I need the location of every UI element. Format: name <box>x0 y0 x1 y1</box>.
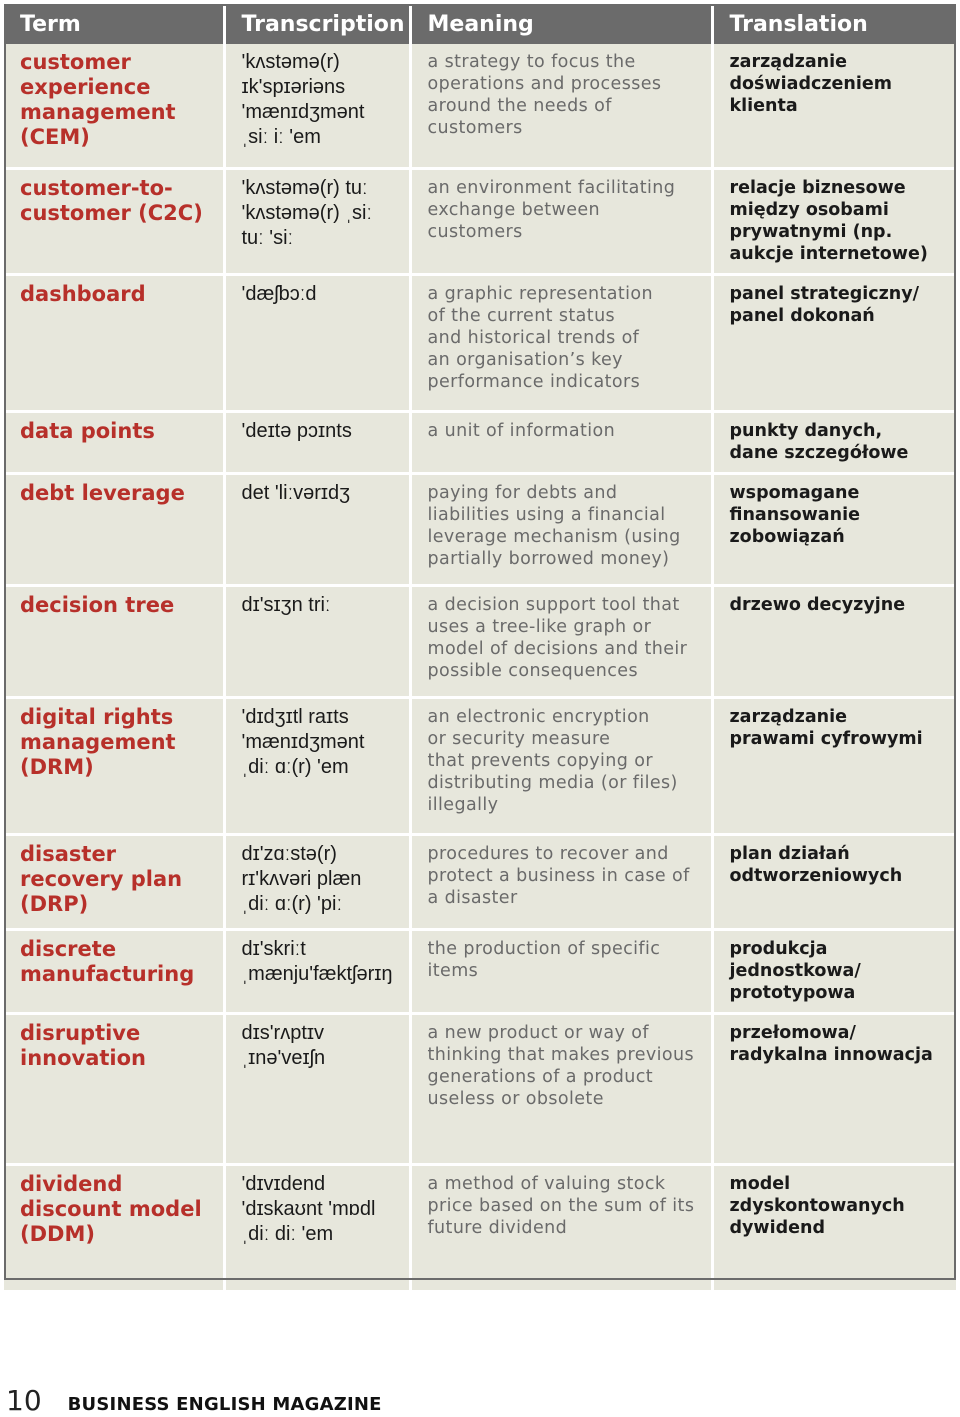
translation-line: jednostkowa/ <box>729 960 861 981</box>
translation-line: aukcje internetowe) <box>729 243 928 264</box>
translation-cell <box>712 1164 956 1291</box>
transcription-line: rɪ'kʌvəri plæn <box>241 867 362 890</box>
term-cell <box>4 44 224 168</box>
term-line: (CEM) <box>20 125 90 149</box>
header-row <box>4 4 956 44</box>
glossary-row <box>4 1013 956 1164</box>
term-cell <box>4 411 224 473</box>
glossary-body <box>4 44 956 1291</box>
meaning-line: uses a tree-like graph or <box>427 616 652 637</box>
meaning-line: partially borrowed money) <box>427 548 670 569</box>
transcription-line: tuː 'siː <box>241 226 294 249</box>
translation-line: finansowanie <box>729 504 860 525</box>
meaning-cell <box>410 585 712 697</box>
glossary-row <box>4 1164 956 1291</box>
translation-line: klienta <box>729 96 798 116</box>
meaning-line: a decision support tool that <box>427 594 680 615</box>
transcription-line: 'dɪskaʊnt 'mɒdl <box>241 1197 376 1220</box>
meaning-line: a unit of information <box>427 420 616 441</box>
term-line: debt leverage <box>20 480 185 505</box>
header-meaning: Meaning <box>410 4 712 44</box>
header-term: Term <box>4 4 224 44</box>
translation-cell <box>712 834 956 929</box>
meaning-cell <box>410 1164 712 1291</box>
term-line: (DDM) <box>20 1221 95 1246</box>
meaning-line: procedures to recover and <box>427 843 669 864</box>
transcription-line: 'kʌstəmə(r) <box>241 51 340 73</box>
meaning-line: liabilities using a financial <box>427 504 666 525</box>
meaning-line: paying for debts and <box>427 482 618 503</box>
meaning-line: a graphic representation <box>427 283 654 304</box>
meaning-line: operations and processes <box>427 74 662 94</box>
term-line: disaster <box>20 841 117 866</box>
translation-line: relacje biznesowe <box>729 177 906 198</box>
transcription-line: ˌsiː iː 'em <box>241 126 321 148</box>
transcription-line: ˌdiː diː 'em <box>241 1222 334 1245</box>
term-cell <box>4 929 224 1013</box>
meaning-line: leverage mechanism (using <box>427 526 681 547</box>
term-line: management <box>20 729 176 754</box>
meaning-line: thinking that makes previous <box>427 1044 695 1065</box>
meaning-line: a strategy to focus the <box>427 52 636 72</box>
translation-cell <box>712 44 956 168</box>
translation-cell <box>712 929 956 1013</box>
glossary-row <box>4 585 956 697</box>
translation-line: prototypowa <box>729 982 856 1003</box>
glossary-row <box>4 834 956 929</box>
meaning-line: distributing media (or files) <box>427 772 678 793</box>
term-line: innovation <box>20 1045 146 1070</box>
translation-line: zdyskontowanych <box>729 1195 905 1216</box>
transcription-cell <box>224 274 410 411</box>
meaning-line: possible consequences <box>427 660 638 681</box>
translation-line: model <box>729 1173 791 1194</box>
transcription-line: ˌmænju'fæktʃərɪŋ <box>241 962 393 985</box>
term-line: experience <box>20 75 151 99</box>
translation-line: zobowiązań <box>729 526 845 547</box>
meaning-line: a new product or way of <box>427 1022 649 1043</box>
translation-line: panel strategiczny/ <box>729 283 920 304</box>
translation-cell <box>712 411 956 473</box>
transcription-cell <box>224 473 410 585</box>
term-cell <box>4 1013 224 1164</box>
translation-line: plan działań <box>729 843 850 864</box>
term-cell <box>4 1164 224 1291</box>
term-line: recovery plan <box>20 866 183 891</box>
meaning-line: model of decisions and their <box>427 638 688 659</box>
meaning-line: customers <box>427 118 523 138</box>
transcription-line: ˌdiː ɑː(r) 'piː <box>241 892 342 915</box>
meaning-line: price based on the sum of its <box>427 1195 695 1216</box>
translation-cell <box>712 585 956 697</box>
meaning-line: a method of valuing stock <box>427 1173 666 1194</box>
meaning-cell <box>410 44 712 168</box>
header-transcription: Transcription <box>224 4 410 44</box>
transcription-line: 'kʌstəmə(r) ˌsiː <box>241 201 372 224</box>
translation-line: przełomowa/ <box>729 1022 856 1043</box>
translation-line: prywatnymi (np. <box>729 221 893 242</box>
meaning-line: exchange between <box>427 199 601 220</box>
translation-line: odtworzeniowych <box>729 865 903 886</box>
transcription-line: dɪs'rʌptɪv <box>241 1021 325 1044</box>
translation-cell <box>712 168 956 274</box>
translation-cell <box>712 473 956 585</box>
transcription-cell <box>224 834 410 929</box>
meaning-line: around the needs of <box>427 96 612 116</box>
page-footer <box>6 1384 382 1416</box>
meaning-line: that prevents copying or <box>427 750 653 771</box>
term-line: (DRP) <box>20 891 89 916</box>
term-line: discrete <box>20 936 117 961</box>
meaning-line: or security measure <box>427 728 611 749</box>
transcription-line: 'dæʃbɔːd <box>241 282 317 305</box>
term-cell <box>4 585 224 697</box>
meaning-line: performance indicators <box>427 371 641 392</box>
transcription-cell <box>224 697 410 834</box>
transcription-line: ɪk'spɪəriəns <box>241 76 346 98</box>
term-line: customer-to- <box>20 175 173 200</box>
meaning-line: generations of a product <box>427 1066 653 1087</box>
term-line: dashboard <box>20 281 146 306</box>
translation-line: wspomagane <box>729 482 860 503</box>
meaning-line: useless or obsolete <box>427 1088 604 1109</box>
term-line: (DRM) <box>20 754 94 779</box>
translation-line: dywidend <box>729 1217 825 1238</box>
term-line: digital rights <box>20 704 174 729</box>
translation-line: punkty danych, <box>729 420 883 441</box>
meaning-line: a disaster <box>427 887 518 908</box>
header-translation: Translation <box>712 4 956 44</box>
translation-line: dane szczegółowe <box>729 442 909 463</box>
meaning-cell <box>410 274 712 411</box>
glossary-table <box>4 4 956 1293</box>
magazine-name: BUSINESS ENGLISH MAGAZINE <box>67 1394 382 1415</box>
glossary-row <box>4 274 956 411</box>
glossary-row <box>4 44 956 168</box>
term-line: data points <box>20 418 155 443</box>
meaning-line: illegally <box>427 794 499 815</box>
translation-line: produkcja <box>729 938 828 959</box>
translation-line: drzewo decyzyjne <box>729 594 906 615</box>
transcription-line: 'dɪvɪdend <box>241 1172 326 1195</box>
transcription-line: ˌdiː ɑː(r) 'em <box>241 755 349 778</box>
transcription-cell <box>224 585 410 697</box>
transcription-line: 'mænɪdʒmənt <box>241 101 365 123</box>
translation-cell <box>712 697 956 834</box>
meaning-line: of the current status <box>427 305 616 326</box>
term-cell <box>4 473 224 585</box>
transcription-cell <box>224 929 410 1013</box>
glossary-row <box>4 411 956 473</box>
meaning-cell <box>410 929 712 1013</box>
term-cell <box>4 274 224 411</box>
transcription-cell <box>224 1164 410 1291</box>
translation-line: panel dokonań <box>729 305 875 326</box>
term-line: decision tree <box>20 592 175 617</box>
term-line: customer (C2C) <box>20 200 203 225</box>
translation-line: między osobami <box>729 199 889 220</box>
transcription-cell <box>224 411 410 473</box>
meaning-cell <box>410 168 712 274</box>
transcription-line: dɪ'skriːt <box>241 937 306 960</box>
translation-line: zarządzanie <box>729 706 847 727</box>
term-cell <box>4 168 224 274</box>
meaning-cell <box>410 1013 712 1164</box>
term-line: dividend <box>20 1171 123 1196</box>
transcription-line: ˌɪnə'veɪʃn <box>241 1046 326 1069</box>
meaning-line: items <box>427 960 479 981</box>
meaning-cell <box>410 834 712 929</box>
term-line: disruptive <box>20 1020 141 1045</box>
meaning-line: the production of specific <box>427 938 661 959</box>
meaning-line: customers <box>427 221 523 242</box>
meaning-line: future dividend <box>427 1217 568 1238</box>
transcription-line: 'deɪtə pɔɪnts <box>241 419 352 442</box>
glossary-row <box>4 697 956 834</box>
translation-cell <box>712 1013 956 1164</box>
meaning-line: an environment facilitating <box>427 177 676 198</box>
term-cell <box>4 834 224 929</box>
glossary-row <box>4 168 956 274</box>
transcription-line: 'mænɪdʒmənt <box>241 730 365 753</box>
transcription-line: dɪ'sɪʒn triː <box>241 593 331 616</box>
translation-cell <box>712 274 956 411</box>
meaning-cell <box>410 411 712 473</box>
transcription-line: det 'liːvərɪdʒ <box>241 481 351 504</box>
transcription-cell <box>224 168 410 274</box>
translation-line: radykalna innowacja <box>729 1044 933 1065</box>
translation-line: doświadczeniem <box>729 74 892 94</box>
transcription-cell <box>224 44 410 168</box>
meaning-cell <box>410 697 712 834</box>
term-line: customer <box>20 50 131 74</box>
term-line: manufacturing <box>20 961 195 986</box>
meaning-line: an organisation’s key <box>427 349 623 370</box>
glossary-row <box>4 473 956 585</box>
term-cell <box>4 697 224 834</box>
translation-line: prawami cyfrowymi <box>729 728 923 749</box>
term-line: discount model <box>20 1196 202 1221</box>
meaning-cell <box>410 473 712 585</box>
translation-line: zarządzanie <box>729 52 847 72</box>
glossary-row <box>4 929 956 1013</box>
transcription-line: 'dɪdʒɪtl raɪts <box>241 705 349 728</box>
meaning-line: an electronic encryption <box>427 706 650 727</box>
page-number: 10 <box>6 1384 42 1417</box>
meaning-line: and historical trends of <box>427 327 640 348</box>
meaning-line: protect a business in case of <box>427 865 690 886</box>
transcription-line: dɪ'zɑːstə(r) <box>241 842 337 865</box>
transcription-cell <box>224 1013 410 1164</box>
transcription-line: 'kʌstəmə(r) tuː <box>241 176 368 199</box>
term-line: management <box>20 100 176 124</box>
